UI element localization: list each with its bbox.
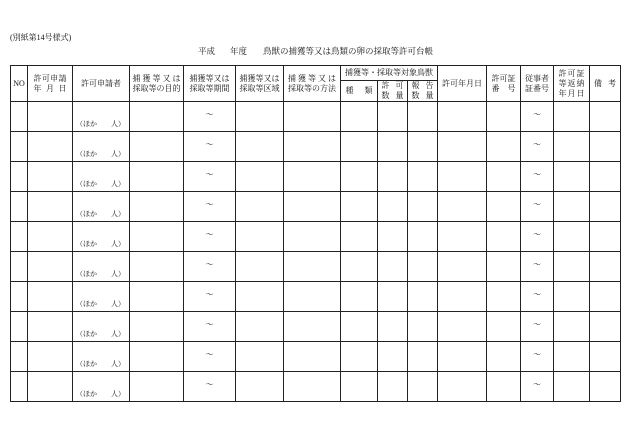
permitted-quantity-cell bbox=[378, 372, 408, 402]
header-line: 捕獲等又は bbox=[189, 73, 230, 83]
application-date-cell bbox=[28, 162, 73, 192]
period-range-tilde: ～ bbox=[205, 320, 214, 329]
application-date-cell bbox=[28, 312, 73, 342]
header-line: 捕獲等・採取等対象鳥獣 bbox=[345, 68, 434, 77]
ledger-row bbox=[11, 372, 621, 402]
remarks-cell bbox=[590, 312, 621, 342]
worker-cert-range-tilde: ～ bbox=[533, 290, 542, 299]
permit-number-cell bbox=[487, 372, 521, 402]
purpose-cell bbox=[130, 162, 184, 192]
ledger-row bbox=[11, 282, 621, 312]
applicant-cell bbox=[73, 252, 130, 282]
method-cell bbox=[284, 252, 341, 282]
reported-quantity-cell bbox=[408, 162, 438, 192]
worker-cert-number-cell bbox=[521, 312, 554, 342]
remarks-cell bbox=[590, 222, 621, 252]
method-cell bbox=[284, 222, 341, 252]
species-cell bbox=[341, 372, 378, 402]
no-cell bbox=[11, 372, 28, 402]
applicant-count-note: （ほか 人） bbox=[76, 270, 125, 278]
permitted-quantity-cell bbox=[378, 282, 408, 312]
application-date-cell bbox=[28, 252, 73, 282]
permitted-quantity-cell bbox=[378, 312, 408, 342]
period-cell bbox=[184, 222, 236, 252]
permit-date-cell bbox=[438, 372, 487, 402]
permit-date-cell bbox=[438, 252, 487, 282]
header-line: 採取等期間 bbox=[189, 83, 230, 93]
permitted-quantity-cell bbox=[378, 102, 408, 132]
ledger-row bbox=[11, 252, 621, 282]
applicant-count-note: （ほか 人） bbox=[76, 390, 125, 398]
application-date-cell bbox=[28, 102, 73, 132]
header-line: 報告 bbox=[411, 81, 434, 90]
ledger-row bbox=[11, 312, 621, 342]
col-header-permit-number bbox=[487, 66, 521, 102]
method-cell bbox=[284, 102, 341, 132]
table-header bbox=[11, 66, 621, 102]
no-cell bbox=[11, 132, 28, 162]
permit-date-cell bbox=[438, 192, 487, 222]
reported-quantity-cell bbox=[408, 102, 438, 132]
worker-cert-number-cell bbox=[521, 282, 554, 312]
col-header-no-label: NO bbox=[13, 78, 25, 88]
period-cell bbox=[184, 102, 236, 132]
remarks-cell bbox=[590, 132, 621, 162]
purpose-cell bbox=[130, 282, 184, 312]
permit-number-cell bbox=[487, 282, 521, 312]
header-line: 番号 bbox=[491, 83, 516, 93]
application-date-cell bbox=[28, 192, 73, 222]
col-header-species bbox=[341, 81, 378, 102]
ledger-row bbox=[11, 192, 621, 222]
worker-cert-range-tilde: ～ bbox=[533, 140, 542, 149]
worker-cert-number-cell bbox=[521, 222, 554, 252]
col-header-method bbox=[284, 66, 341, 102]
applicant-cell bbox=[73, 342, 130, 372]
remarks-cell bbox=[590, 192, 621, 222]
reported-quantity-cell bbox=[408, 252, 438, 282]
permitted-quantity-cell bbox=[378, 222, 408, 252]
worker-cert-number-cell bbox=[521, 162, 554, 192]
reported-quantity-cell bbox=[408, 282, 438, 312]
applicant-cell bbox=[73, 132, 130, 162]
area-cell bbox=[236, 372, 284, 402]
return-date-cell bbox=[554, 222, 590, 252]
species-cell bbox=[341, 282, 378, 312]
header-line: 捕獲等又は bbox=[288, 73, 336, 83]
applicant-cell bbox=[73, 162, 130, 192]
period-range-tilde: ～ bbox=[205, 140, 214, 149]
permit-date-cell bbox=[438, 132, 487, 162]
period-cell bbox=[184, 192, 236, 222]
col-header-permitted-quantity bbox=[378, 81, 408, 102]
remarks-cell bbox=[590, 102, 621, 132]
period-cell bbox=[184, 132, 236, 162]
period-cell bbox=[184, 312, 236, 342]
col-header-no bbox=[11, 66, 28, 102]
applicant-count-note: （ほか 人） bbox=[76, 330, 125, 338]
permit-date-cell bbox=[438, 162, 487, 192]
applicant-count-note: （ほか 人） bbox=[76, 150, 125, 158]
permit-number-cell bbox=[487, 162, 521, 192]
worker-cert-number-cell bbox=[521, 252, 554, 282]
return-date-cell bbox=[554, 312, 590, 342]
header-line: 年月日 bbox=[33, 83, 67, 93]
species-cell bbox=[341, 342, 378, 372]
species-cell bbox=[341, 102, 378, 132]
remarks-cell bbox=[590, 372, 621, 402]
area-cell bbox=[236, 252, 284, 282]
header-line: 年月日 bbox=[558, 88, 585, 98]
permit-date-cell bbox=[438, 342, 487, 372]
application-date-cell bbox=[28, 222, 73, 252]
permit-number-cell bbox=[487, 102, 521, 132]
header-line: 採取等の方法 bbox=[288, 83, 336, 93]
area-cell bbox=[236, 162, 284, 192]
permit-date-cell bbox=[438, 312, 487, 342]
permit-number-cell bbox=[487, 342, 521, 372]
applicant-count-note: （ほか 人） bbox=[76, 300, 125, 308]
application-date-cell bbox=[28, 372, 73, 402]
no-cell bbox=[11, 102, 28, 132]
no-cell bbox=[11, 252, 28, 282]
purpose-cell bbox=[130, 192, 184, 222]
worker-cert-range-tilde: ～ bbox=[533, 200, 542, 209]
applicant-count-note: （ほか 人） bbox=[76, 180, 125, 188]
period-range-tilde: ～ bbox=[205, 230, 214, 239]
header-line: 数量 bbox=[411, 91, 434, 100]
method-cell bbox=[284, 372, 341, 402]
no-cell bbox=[11, 162, 28, 192]
applicant-count-note: （ほか 人） bbox=[76, 240, 125, 248]
header-line: 採取等の目的 bbox=[132, 83, 181, 93]
worker-cert-range-tilde: ～ bbox=[533, 170, 542, 179]
worker-cert-range-tilde: ～ bbox=[533, 380, 542, 389]
applicant-cell bbox=[73, 102, 130, 132]
col-header-target-group bbox=[341, 66, 438, 81]
application-date-cell bbox=[28, 342, 73, 372]
col-header-purpose bbox=[130, 66, 184, 102]
permit-date-cell bbox=[438, 282, 487, 312]
period-range-tilde: ～ bbox=[205, 170, 214, 179]
reported-quantity-cell bbox=[408, 372, 438, 402]
period-cell bbox=[184, 252, 236, 282]
reported-quantity-cell bbox=[408, 312, 438, 342]
ledger-row bbox=[11, 162, 621, 192]
permit-number-cell bbox=[487, 312, 521, 342]
permitted-quantity-cell bbox=[378, 132, 408, 162]
method-cell bbox=[284, 132, 341, 162]
ledger-row bbox=[11, 342, 621, 372]
worker-cert-number-cell bbox=[521, 192, 554, 222]
period-cell bbox=[184, 282, 236, 312]
period-cell bbox=[184, 342, 236, 372]
permit-ledger-table bbox=[10, 65, 621, 402]
form-number-label: (別紙第14号様式) bbox=[10, 33, 72, 42]
period-range-tilde: ～ bbox=[205, 110, 214, 119]
applicant-cell bbox=[73, 222, 130, 252]
header-line: 捕獲等又は bbox=[132, 73, 181, 83]
worker-cert-range-tilde: ～ bbox=[533, 230, 542, 239]
method-cell bbox=[284, 312, 341, 342]
header-line: 種類 bbox=[345, 86, 373, 96]
applicant-cell bbox=[73, 192, 130, 222]
area-cell bbox=[236, 222, 284, 252]
col-header-worker-cert-number bbox=[521, 66, 554, 102]
title-era: 平成 bbox=[198, 46, 216, 56]
header-line: 許可申請者 bbox=[81, 78, 121, 88]
area-cell bbox=[236, 102, 284, 132]
area-cell bbox=[236, 282, 284, 312]
area-cell bbox=[236, 192, 284, 222]
worker-cert-range-tilde: ～ bbox=[533, 110, 542, 119]
purpose-cell bbox=[130, 312, 184, 342]
ledger-title: 鳥獣の捕獲等又は鳥類の卵の採取等許可台帳 bbox=[263, 46, 434, 56]
species-cell bbox=[341, 192, 378, 222]
remarks-cell bbox=[590, 342, 621, 372]
return-date-cell bbox=[554, 192, 590, 222]
table-body bbox=[11, 102, 621, 402]
period-range-tilde: ～ bbox=[205, 290, 214, 299]
col-header-return-date bbox=[554, 66, 590, 102]
header-line: 許可証 bbox=[558, 68, 585, 78]
no-cell bbox=[11, 342, 28, 372]
permit-number-cell bbox=[487, 132, 521, 162]
header-line: 許可申請 bbox=[33, 73, 67, 83]
reported-quantity-cell bbox=[408, 192, 438, 222]
col-header-applicant bbox=[73, 66, 130, 102]
return-date-cell bbox=[554, 252, 590, 282]
permit-number-cell bbox=[487, 222, 521, 252]
period-cell bbox=[184, 372, 236, 402]
species-cell bbox=[341, 252, 378, 282]
worker-cert-number-cell bbox=[521, 342, 554, 372]
area-cell bbox=[236, 312, 284, 342]
return-date-cell bbox=[554, 282, 590, 312]
no-cell bbox=[11, 312, 28, 342]
return-date-cell bbox=[554, 132, 590, 162]
area-cell bbox=[236, 132, 284, 162]
title-year-suffix: 年度 bbox=[230, 46, 248, 56]
species-cell bbox=[341, 222, 378, 252]
permit-number-cell bbox=[487, 252, 521, 282]
header-line: 備考 bbox=[594, 78, 617, 88]
ledger-row bbox=[11, 132, 621, 162]
remarks-cell bbox=[590, 252, 621, 282]
permitted-quantity-cell bbox=[378, 162, 408, 192]
header-line: 許可年月日 bbox=[442, 78, 483, 88]
applicant-count-note: （ほか 人） bbox=[76, 360, 125, 368]
return-date-cell bbox=[554, 342, 590, 372]
permitted-quantity-cell bbox=[378, 192, 408, 222]
purpose-cell bbox=[130, 252, 184, 282]
col-header-remarks bbox=[590, 66, 621, 102]
period-range-tilde: ～ bbox=[205, 200, 214, 209]
header-line: 許可 bbox=[381, 81, 404, 90]
return-date-cell bbox=[554, 102, 590, 132]
permitted-quantity-cell bbox=[378, 252, 408, 282]
permit-date-cell bbox=[438, 102, 487, 132]
col-header-permit-date bbox=[438, 66, 487, 102]
application-date-cell bbox=[28, 132, 73, 162]
application-date-cell bbox=[28, 282, 73, 312]
ledger-row bbox=[11, 102, 621, 132]
return-date-cell bbox=[554, 162, 590, 192]
period-range-tilde: ～ bbox=[205, 380, 214, 389]
applicant-cell bbox=[73, 372, 130, 402]
method-cell bbox=[284, 282, 341, 312]
purpose-cell bbox=[130, 372, 184, 402]
col-header-area bbox=[236, 66, 284, 102]
col-header-reported-quantity bbox=[408, 81, 438, 102]
reported-quantity-cell bbox=[408, 222, 438, 252]
worker-cert-number-cell bbox=[521, 102, 554, 132]
header-line: 証番号 bbox=[525, 83, 550, 93]
applicant-count-note: （ほか 人） bbox=[76, 120, 125, 128]
applicant-cell bbox=[73, 282, 130, 312]
permit-number-cell bbox=[487, 192, 521, 222]
species-cell bbox=[341, 312, 378, 342]
species-cell bbox=[341, 162, 378, 192]
reported-quantity-cell bbox=[408, 132, 438, 162]
no-cell bbox=[11, 282, 28, 312]
worker-cert-range-tilde: ～ bbox=[533, 260, 542, 269]
col-header-period bbox=[184, 66, 236, 102]
remarks-cell bbox=[590, 162, 621, 192]
purpose-cell bbox=[130, 342, 184, 372]
no-cell bbox=[11, 222, 28, 252]
applicant-cell bbox=[73, 312, 130, 342]
ledger-row bbox=[11, 222, 621, 252]
worker-cert-range-tilde: ～ bbox=[533, 350, 542, 359]
purpose-cell bbox=[130, 222, 184, 252]
method-cell bbox=[284, 162, 341, 192]
col-header-application-date bbox=[28, 66, 73, 102]
applicant-count-note: （ほか 人） bbox=[76, 210, 125, 218]
permitted-quantity-cell bbox=[378, 342, 408, 372]
return-date-cell bbox=[554, 372, 590, 402]
area-cell bbox=[236, 342, 284, 372]
worker-cert-range-tilde: ～ bbox=[533, 320, 542, 329]
header-line: 数量 bbox=[381, 91, 404, 100]
header-line: 等返納 bbox=[558, 78, 585, 88]
period-range-tilde: ～ bbox=[205, 350, 214, 359]
header-line: 従事者 bbox=[525, 73, 550, 83]
reported-quantity-cell bbox=[408, 342, 438, 372]
period-range-tilde: ～ bbox=[205, 260, 214, 269]
header-line: 許可証 bbox=[491, 73, 516, 83]
worker-cert-number-cell bbox=[521, 372, 554, 402]
no-cell bbox=[11, 192, 28, 222]
period-cell bbox=[184, 162, 236, 192]
purpose-cell bbox=[130, 102, 184, 132]
permit-date-cell bbox=[438, 222, 487, 252]
method-cell bbox=[284, 342, 341, 372]
header-line: 捕獲等又は bbox=[239, 73, 280, 83]
remarks-cell bbox=[590, 282, 621, 312]
header-line: 採取等区域 bbox=[239, 83, 280, 93]
species-cell bbox=[341, 132, 378, 162]
purpose-cell bbox=[130, 132, 184, 162]
method-cell bbox=[284, 192, 341, 222]
worker-cert-number-cell bbox=[521, 132, 554, 162]
